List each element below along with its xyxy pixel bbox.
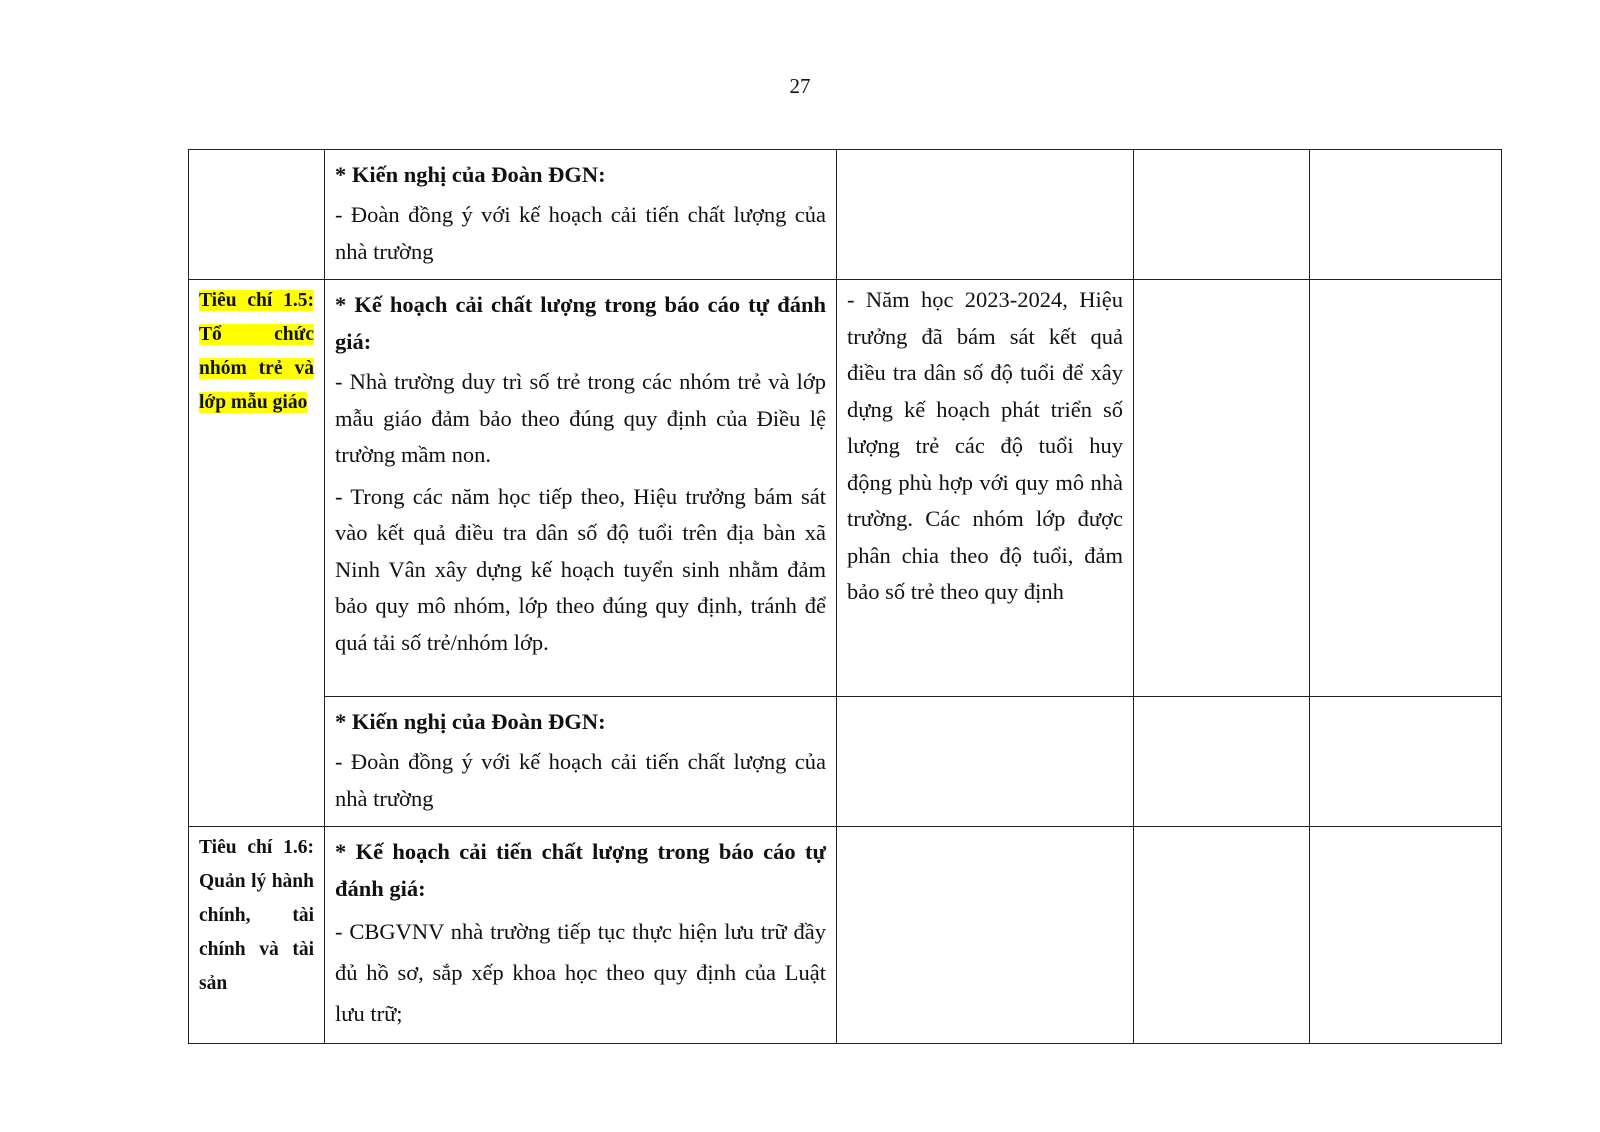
section-heading: * Kiến nghị của Đoàn ĐGN: <box>335 162 606 187</box>
empty-cell <box>1310 280 1502 697</box>
table-row <box>189 150 1502 280</box>
content-paragraph: - Trong các năm học tiếp theo, Hiệu trưởng bám sát vào kết quả điều tra dân số độ tuổi trên địa bàn xã Ninh Vân xây dựng kế hoạch tuyển sinh nhằm đảm bảo quy mô nhóm, lớp theo đúng quy định, tránh để quá tải số trẻ/nhóm lớp. <box>335 483 826 655</box>
criterion-title: Quản lý hành chính, tài chính và tài sản <box>199 871 314 994</box>
page-number: 27 <box>789 74 811 98</box>
evidence-text: - Năm học 2023-2024, Hiệu trưởng đã bám sát kết quả điều tra dân số độ tuổi để xây dựng kế hoạch phát triển số lượng trẻ các độ tuổi huy động phù hợp với quy mô nhà trường. Các nhóm lớp được phân chia theo độ tuổi, đảm bảo số trẻ theo quy định <box>847 287 1123 604</box>
content-cell <box>325 827 837 1044</box>
evidence-cell <box>837 280 1134 697</box>
empty-cell <box>1134 697 1310 827</box>
criterion-text <box>189 280 324 420</box>
criterion-label: Tiêu chí 1.6: <box>199 837 314 858</box>
content-cell <box>325 280 837 697</box>
evidence-cell <box>837 150 1134 280</box>
section-heading: * Kế hoạch cải chất lượng trong báo cáo tự đánh giá: <box>335 292 826 354</box>
content-cell <box>325 150 837 280</box>
empty-cell <box>1134 280 1310 697</box>
content-paragraph: - CBGVNV nhà trường tiếp tục thực hiện lưu trữ đầy đủ hồ sơ, sắp xếp khoa học theo quy định của Luật lưu trữ; <box>335 919 826 1026</box>
empty-cell <box>1310 827 1502 1044</box>
empty-cell <box>1134 827 1310 1044</box>
section-heading: * Kiến nghị của Đoàn ĐGN: <box>335 709 606 734</box>
evidence-cell <box>837 697 1134 827</box>
criterion-cell <box>189 827 325 1044</box>
content-paragraph: - Đoàn đồng ý với kế hoạch cải tiến chất lượng của nhà trường <box>335 749 826 811</box>
evaluation-table <box>188 149 1502 1044</box>
criterion-label: Tiêu chí 1.5: <box>199 290 314 311</box>
evidence-cell <box>837 827 1134 1044</box>
content-cell <box>325 697 837 827</box>
table-row <box>189 827 1502 1044</box>
section-heading: * Kế hoạch cải tiến chất lượng trong báo cáo tự đánh giá: <box>335 839 826 901</box>
content-paragraph: - Nhà trường duy trì số trẻ trong các nhóm trẻ và lớp mẫu giáo đảm bảo theo đúng quy định của Điều lệ trường mầm non. <box>335 369 826 467</box>
empty-cell <box>1134 150 1310 280</box>
criterion-text <box>189 827 324 1001</box>
content-paragraph: - Đoàn đồng ý với kế hoạch cải tiến chất lượng của nhà trường <box>335 202 826 264</box>
criterion-cell <box>189 280 325 827</box>
empty-cell <box>1310 150 1502 280</box>
empty-cell <box>1310 697 1502 827</box>
table-row <box>189 280 1502 697</box>
table-row <box>189 697 1502 827</box>
criterion-title: Tổ chức nhóm trẻ và lớp mẫu giáo <box>199 324 314 413</box>
criterion-cell <box>189 150 325 280</box>
